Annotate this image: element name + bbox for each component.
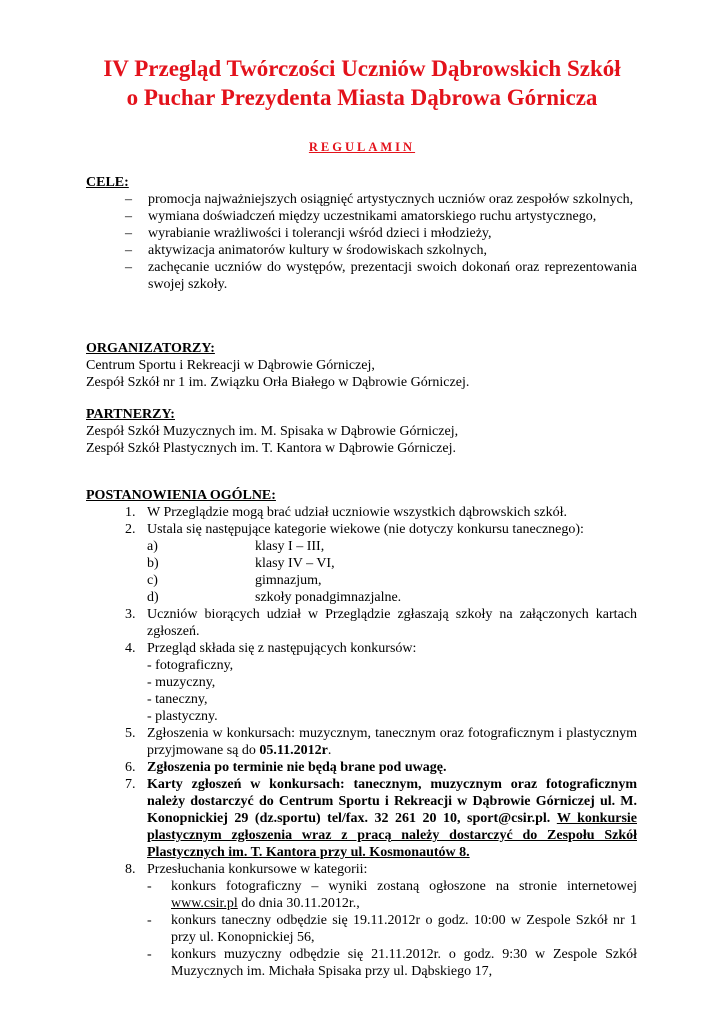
list-item: – wymiana doświadczeń między uczestnikami amatorskiego ruchu artystycznego,: [125, 209, 597, 224]
category-item: c) gimnazjum,: [147, 573, 322, 588]
category-item: a) klasy I – III,: [147, 539, 325, 554]
subtitle-regulamin: REGULAMIN: [308, 140, 416, 154]
partnerzy-line: Zespół Szkół Muzycznych im. M. Spisaka w Dąbrowie Górniczej,: [86, 424, 459, 439]
category-list: [147, 538, 637, 606]
list-item: 3. Uczniów biorących udział w Przeglądzie zgłaszają szkoły na załączonych kartach zgłoszeń.: [125, 607, 637, 639]
csir-link[interactable]: www.csir.pl: [171, 896, 238, 911]
postanowienia-list: [125, 504, 637, 980]
postanowienia-heading: POSTANOWIENIA OGÓLNE:: [86, 488, 276, 503]
bullet: –: [125, 243, 132, 258]
bullet: –: [125, 209, 132, 224]
konkurs-item: - taneczny,: [147, 692, 208, 707]
cele-list: [125, 191, 637, 293]
list-item: 2. Ustala się następujące kategorie wiekowe (nie dotyczy konkursu tanecznego): a) klasy I – III, b) klasy IV – VI, c) gimnazjum, d) szkoły ponadgimnazjalne.: [125, 521, 637, 606]
deadline-date: 05.11.2012r: [259, 743, 328, 758]
partnerzy-line: Zespół Szkół Plastycznych im. T. Kantora w Dąbrowie Górniczej.: [86, 441, 456, 456]
category-item: d) szkoły ponadgimnazjalne.: [147, 590, 402, 605]
list-item: 7. Karty zgłoszeń w konkursach: tanecznym, muzycznym oraz fotograficznym należy dostarczyć do Centrum Sportu i Rekreacji w Dąbrowie Górniczej ul. M. Konopnickiej 29 (dz.sportu) tel/fax. 32 261 20 10, sport@csir.pl. W konkursie plastycznym zgłoszenia wraz z pracą należy dostarczyć do Zespołu Szkół Plastycznych im. T. Kantora przy ul. Kosmonautów 8.: [125, 777, 637, 860]
sub-list-item: - konkurs taneczny odbędzie się 19.11.2012r o godz. 10:00 w Zespole Szkół nr 1 przy ul. Konopnickiej 56,: [147, 913, 637, 945]
list-item: 1. W Przeglądzie mogą brać udział uczniowie wszystkich dąbrowskich szkół.: [125, 505, 567, 520]
list-item: – promocja najważniejszych osiągnięć artystycznych uczniów oraz zespołów szkolnych,: [125, 192, 634, 207]
list-item: 8. Przesłuchania konkursowe w kategorii: - konkurs fotograficzny – wyniki zostaną ogłoszone na stronie internetowej www.csir.pl do dnia 30.11.2012r., - konkurs taneczny odbędzie się 19.11.2012r o godz. 10:00 w Zespole Szkół nr 1 przy ul. Konopnickiej 56, - konkurs muzyczny odbędzie się 21.11.2012r. o godz. 9:30 w Zespole Szkół Muzycznych im. Michała Spisaka przy ul. Dąbskiego 17,: [125, 862, 637, 979]
konkurs-item: - muzyczny,: [147, 675, 216, 690]
category-item: b) klasy IV – VI,: [147, 556, 335, 571]
title-line-2: o Puchar Prezydenta Miasta Dąbrowa Górnicza: [126, 85, 598, 110]
partnerzy-heading: PARTNERZY:: [86, 407, 175, 422]
organizatorzy-line: Zespół Szkół nr 1 im. Związku Orła Białego w Dąbrowie Górniczej.: [86, 375, 470, 390]
konkurs-item: - fotograficzny,: [147, 658, 234, 673]
list-item: 4. Przegląd składa się z następujących konkursów: - fotograficzny, - muzyczny, - taneczny, - plastyczny.: [125, 640, 637, 725]
cele-heading: CELE:: [86, 175, 129, 190]
bullet: –: [125, 260, 132, 275]
bullet: –: [125, 226, 132, 241]
list-item: – zachęcanie uczniów do występów, prezentacji swoich dokonań oraz reprezentowania swojej szkoły.: [125, 260, 637, 292]
list-item: – wyrabianie wrażliwości i tolerancji wśród dzieci i młodzieży,: [125, 226, 492, 241]
sub-list-item: - konkurs fotograficzny – wyniki zostaną ogłoszone na stronie internetowej www.csir.pl do dnia 30.11.2012r.,: [147, 879, 637, 911]
sub-list-item: - konkurs muzyczny odbędzie się 21.11.2012r. o godz. 9:30 w Zespole Szkół Muzycznych im. Michała Spisaka przy ul. Dąbskiego 17,: [147, 947, 637, 979]
organizatorzy-line: Centrum Sportu i Rekreacji w Dąbrowie Górniczej,: [86, 358, 375, 373]
list-item: – aktywizacja animatorów kultury w środowiskach szkolnych,: [125, 243, 488, 258]
bullet: –: [125, 192, 132, 207]
title-line-1: IV Przegląd Twórczości Uczniów Dąbrowskich Szkół: [103, 56, 621, 81]
konkurs-item: - plastyczny.: [147, 709, 218, 724]
list-item: 5. Zgłoszenia w konkursach: muzycznym, tanecznym oraz fotograficznym i plastycznym przyjmowane są do 05.11.2012r.: [125, 726, 637, 758]
list-item: 6. Zgłoszenia po terminie nie będą brane pod uwagę.: [125, 760, 447, 775]
organizatorzy-heading: ORGANIZATORZY:: [86, 341, 215, 356]
